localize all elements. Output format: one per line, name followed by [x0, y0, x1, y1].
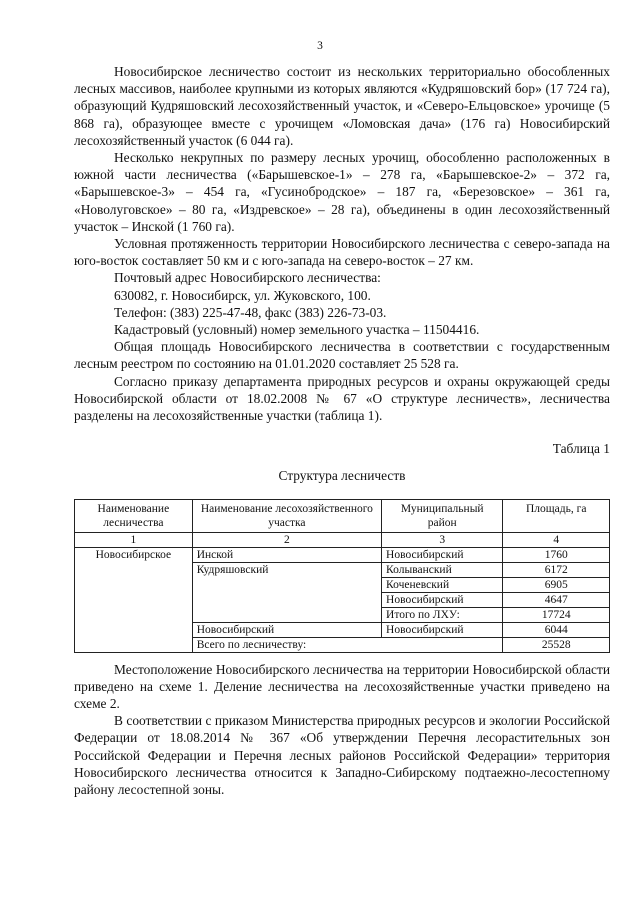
subtotal-label: Итого по ЛХУ:	[382, 607, 503, 622]
document-body	[74, 63, 610, 798]
page-number: 3	[317, 40, 323, 52]
section-name	[192, 607, 381, 622]
header-section: Наименование лесохозяйственного участка	[192, 499, 381, 532]
section-name	[192, 577, 381, 592]
header-forestry: Наименование лесничества	[75, 499, 193, 532]
table-label: Таблица 1	[552, 441, 610, 457]
section-name: Кудряшовский	[192, 562, 381, 577]
col-number: 3	[382, 532, 503, 547]
district-name: Колыванский	[382, 562, 503, 577]
paragraph-location: Местоположение Новосибирского лесничества на территории Новосибирской области приведено на схеме 1. Деление лесничества на лесохозяйственные участки приведено на схеме 2.	[74, 661, 610, 712]
paragraph-total-area: Общая площадь Новосибирского лесничества в соответствии с государственным лесным реестром по состоянию на 01.01.2020 составляет 25 528 га.	[74, 339, 610, 372]
forestry-name: Новосибирское	[75, 547, 193, 652]
col-number: 4	[503, 532, 610, 547]
table-title: Структура лесничеств	[278, 468, 406, 484]
total-label: Всего по лесничеству:	[192, 637, 503, 652]
area-value: 6905	[503, 577, 610, 592]
district-name: Новосибирский	[382, 622, 503, 637]
area-value: 6044	[503, 622, 610, 637]
subtotal-value: 17724	[503, 607, 610, 622]
area-value: 1760	[503, 547, 610, 562]
paragraph-forest-areas: Новосибирское лесничество состоит из нескольких территориально обособленных лесных массивов, наиболее крупными из которых являются «Кудряшовский бор» (17 724 га), образующий Кудряшовский лесохозяйственный участок, и «Северо-Ельцовское» урочище (5 868 га), образующее вместе с урочищем «Ломовская дача» (176 га) Новосибирский лесохозяйственный участок (6 044 га).	[74, 64, 610, 148]
area-value: 6172	[503, 562, 610, 577]
header-area: Площадь, га	[503, 499, 610, 532]
cadastral-number: Кадастровый (условный) номер земельного участка – 11504416.	[114, 322, 480, 338]
address-phone: Телефон: (383) 225-47-48, факс (383) 226-73-03.	[114, 304, 387, 320]
paragraph-order: Согласно приказу департамента природных ресурсов и охраны окружающей среды Новосибирской области от 18.02.2008 № 67 «О структуре лесничеств», лесничества разделены на лесохозяйственные участки (таблица 1).	[74, 373, 610, 424]
area-value: 4647	[503, 592, 610, 607]
district-name: Новосибирский	[382, 547, 503, 562]
forestry-structure-table	[74, 499, 610, 653]
col-number: 2	[192, 532, 381, 547]
header-district: Муниципальный район	[382, 499, 503, 532]
section-name	[192, 592, 381, 607]
total-value: 25528	[503, 637, 610, 652]
paragraph-extent: Условная протяженность территории Новосибирского лесничества с северо-запада на юго-восток составляет 50 км и с юго-запада на северо-восток – 27 км.	[74, 236, 610, 269]
paragraph-small-tracts: Несколько некрупных по размеру лесных урочищ, обособленно расположенных в южной части лесничества («Барышевское-1» – 278 га, «Барышевское-2» – 372 га, «Барышевское-3» – 454 га, «Гусинобродское» – 187 га, «Березовское» – 361 га, «Новолуговское» – 80 га, «Издревское» – 28 га), объединены в один лесохозяйственный участок – Инской (1 760 га).	[74, 150, 610, 234]
district-name: Новосибирский	[382, 592, 503, 607]
col-number: 1	[75, 532, 193, 547]
table-row	[75, 547, 610, 562]
address-street: 630082, г. Новосибирск, ул. Жуковского, 100.	[114, 287, 371, 303]
paragraph-zone: В соответствии с приказом Министерства природных ресурсов и экологии Российской Федерации от 18.08.2014 № 367 «Об утверждении Перечня лесорастительных зон Российской Федерации и Перечня лесных районов Российской Федерации» территория Новосибирского лесничества относится к Западно-Сибирскому подтаежно-лесостепному району лесостепной зоны.	[74, 713, 610, 798]
address-label: Почтовый адрес Новосибирского лесничества:	[114, 270, 381, 286]
section-name: Новосибирский	[192, 622, 381, 637]
section-name: Инской	[192, 547, 381, 562]
district-name: Коченевский	[382, 577, 503, 592]
